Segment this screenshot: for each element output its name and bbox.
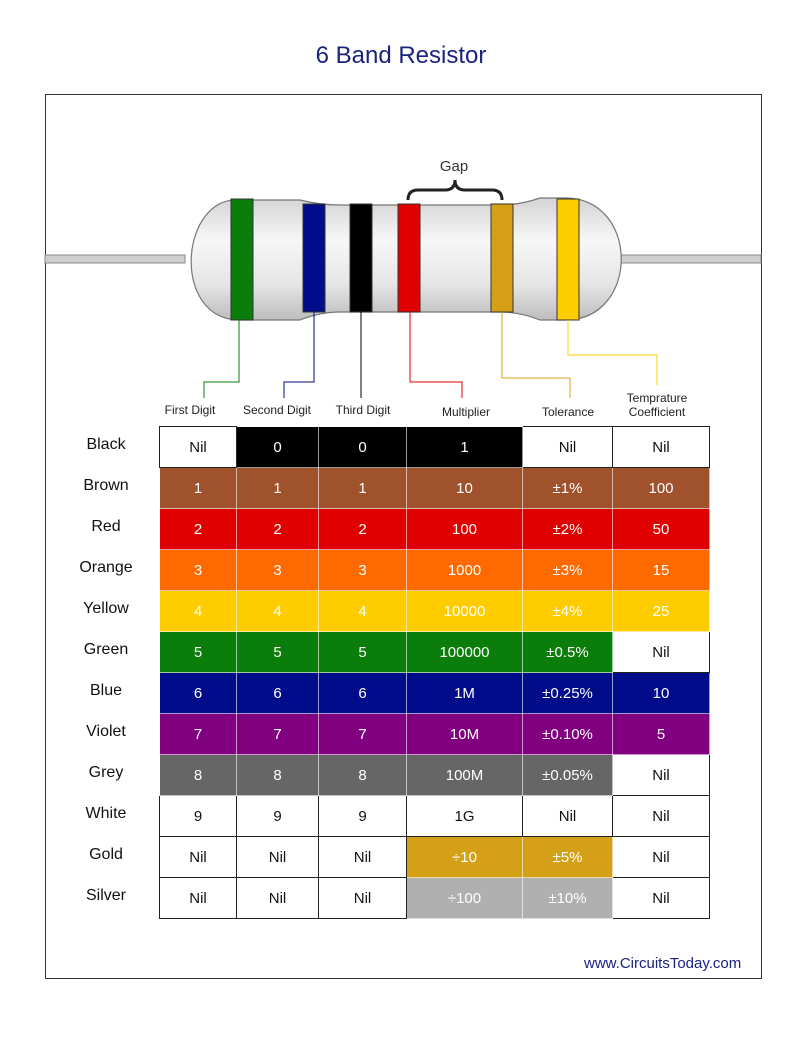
table-cell: 1 [160, 468, 237, 509]
table-cell: 5 [237, 632, 319, 673]
table-cell: 10 [613, 673, 710, 714]
band-second-digit [303, 204, 325, 312]
table-cell: ±10% [523, 878, 613, 919]
table-cell: Nil [319, 878, 407, 919]
table-cell: ±1% [523, 468, 613, 509]
table-cell: 10000 [407, 591, 523, 632]
left-lead [45, 255, 185, 263]
right-lead [620, 255, 761, 263]
table-cell: 7 [237, 714, 319, 755]
table-cell: Nil [613, 796, 710, 837]
table-cell: 4 [237, 591, 319, 632]
table-cell: 9 [237, 796, 319, 837]
table-cell: Nil [319, 837, 407, 878]
table-cell: ±0.05% [523, 755, 613, 796]
table-cell: 1M [407, 673, 523, 714]
leader-temp-coefficient [568, 320, 657, 385]
footer-link[interactable]: www.CircuitsToday.com [584, 955, 742, 972]
table-cell: 3 [160, 550, 237, 591]
table-cell: Nil [237, 837, 319, 878]
table-row [160, 837, 710, 878]
table-cell: 3 [237, 550, 319, 591]
table-cell: ±5% [523, 837, 613, 878]
table-cell: ÷10 [407, 837, 523, 878]
table-cell: 3 [319, 550, 407, 591]
table-cell: 1 [319, 468, 407, 509]
table-cell: Nil [523, 796, 613, 837]
table-cell: ±0.25% [523, 673, 613, 714]
table-cell: Nil [160, 837, 237, 878]
table-cell: ±2% [523, 509, 613, 550]
table-row [160, 632, 710, 673]
row-label: Violet [86, 723, 126, 740]
table-cell: 1000 [407, 550, 523, 591]
table-row [160, 755, 710, 796]
leader-tolerance [502, 312, 570, 398]
row-label: Green [83, 641, 129, 658]
row-label: Brown [83, 477, 129, 494]
col-label-first-digit: First Digit [164, 403, 216, 417]
table-cell: 10 [407, 468, 523, 509]
table-cell: ÷100 [407, 878, 523, 919]
table-row [160, 714, 710, 755]
table-cell: 2 [160, 509, 237, 550]
table-row [160, 878, 710, 919]
table-cell: 7 [160, 714, 237, 755]
table-cell: Nil [613, 755, 710, 796]
table-cell: 100M [407, 755, 523, 796]
table-cell: 4 [319, 591, 407, 632]
table-cell: 1G [407, 796, 523, 837]
table-cell: 50 [613, 509, 710, 550]
col-label-temp-coefficient: Temprature Coefficient [626, 391, 688, 419]
row-label: White [85, 805, 127, 822]
band-first-digit [231, 199, 253, 320]
row-label: Red [91, 518, 121, 535]
table-cell: 8 [160, 755, 237, 796]
table-row [160, 591, 710, 632]
table-cell: 5 [319, 632, 407, 673]
leader-multiplier [410, 312, 462, 398]
table-cell: ±3% [523, 550, 613, 591]
table-cell: 25 [613, 591, 710, 632]
table-row [160, 427, 710, 468]
leader-second-digit [284, 312, 314, 398]
table-cell: 9 [319, 796, 407, 837]
table-cell: 2 [319, 509, 407, 550]
leader-first-digit [204, 320, 239, 398]
band-multiplier [398, 204, 420, 312]
col-label-multiplier: Multiplier [441, 405, 490, 419]
band-third-digit [350, 204, 372, 312]
table-cell: 8 [237, 755, 319, 796]
table-cell: Nil [523, 427, 613, 468]
table-cell: 1 [237, 468, 319, 509]
table-cell: 100000 [407, 632, 523, 673]
color-code-table [159, 426, 710, 919]
row-label: Orange [79, 559, 133, 576]
page-title: 6 Band Resistor [315, 42, 487, 69]
gap-label: Gap [439, 158, 469, 175]
table-cell: 6 [237, 673, 319, 714]
table-row [160, 509, 710, 550]
table-cell: 5 [160, 632, 237, 673]
table-cell: Nil [613, 837, 710, 878]
table-cell: 4 [160, 591, 237, 632]
row-label: Grey [88, 764, 124, 781]
gap-brace [408, 180, 502, 200]
table-cell: Nil [613, 878, 710, 919]
table-row [160, 796, 710, 837]
row-label: Gold [89, 846, 123, 863]
table-cell: 7 [319, 714, 407, 755]
table-cell: 6 [319, 673, 407, 714]
table-row [160, 673, 710, 714]
table-cell: ±0.5% [523, 632, 613, 673]
row-label: Black [86, 436, 126, 453]
table-cell: Nil [160, 878, 237, 919]
table-cell: Nil [613, 632, 710, 673]
col-label-third-digit: Third Digit [335, 403, 391, 417]
band-tolerance [491, 204, 513, 312]
table-cell: 5 [613, 714, 710, 755]
table-cell: 0 [319, 427, 407, 468]
table-cell: 9 [160, 796, 237, 837]
row-label: Silver [85, 887, 126, 904]
resistor-illustration [0, 0, 802, 430]
table-cell: 6 [160, 673, 237, 714]
row-label: Blue [89, 682, 123, 699]
table-cell: 10M [407, 714, 523, 755]
table-cell: 1 [407, 427, 523, 468]
table-cell: 100 [613, 468, 710, 509]
col-label-second-digit: Second Digit [242, 403, 312, 417]
table-cell: 15 [613, 550, 710, 591]
table-cell: ±0.10% [523, 714, 613, 755]
table-row [160, 550, 710, 591]
table-cell: 2 [237, 509, 319, 550]
col-label-tolerance: Tolerance [541, 405, 595, 419]
band-temp-coefficient [557, 199, 579, 320]
table-cell: 8 [319, 755, 407, 796]
table-cell: 100 [407, 509, 523, 550]
table-cell: Nil [613, 427, 710, 468]
table-cell: Nil [160, 427, 237, 468]
table-cell: ±4% [523, 591, 613, 632]
table-cell: 0 [237, 427, 319, 468]
table-cell: Nil [237, 878, 319, 919]
row-label: Yellow [83, 600, 129, 617]
table-row [160, 468, 710, 509]
